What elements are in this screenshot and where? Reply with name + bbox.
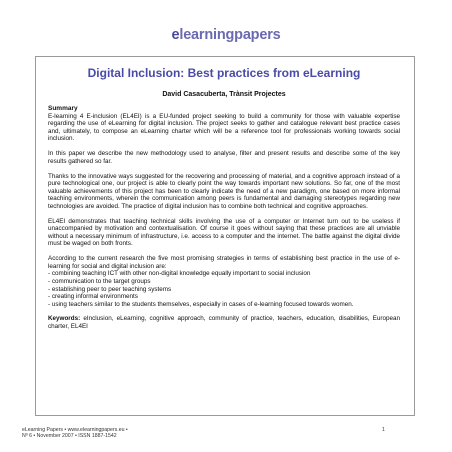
article-author: David Casacuberta, Trànsit Projectes xyxy=(162,91,286,98)
summary-heading: Summary xyxy=(48,105,78,112)
strategy-item: - using teachers similar to the students themselves, especially in cases of e-learning focused towards women. xyxy=(48,300,354,308)
article-body xyxy=(48,105,400,331)
logo-e: e xyxy=(171,27,180,43)
keywords-label: Keywords: xyxy=(48,315,81,323)
logo-text: learningpapers xyxy=(179,27,281,43)
strategy-item: - combining teaching ICT with other non-digital knowledge equally important to social inclusion xyxy=(48,270,311,278)
article-title: Digital Inclusion: Best practices from eLearning xyxy=(87,66,361,80)
paragraph-4: EL4EI demonstrates that teaching technical skills involving the use of a computer or Internet turn out to be useless if unaccompanied by motivation and contextualisation. Of course it goes without saying that these practices are all unviable without a necessary minimum of infrastructure, i.e. access to a computer and the internet. The battle against the digital divide must be waged on both fronts. xyxy=(48,217,400,248)
strategies-block xyxy=(48,255,400,308)
strategy-item: - creating informal environments xyxy=(48,293,138,301)
paragraph-1: E-learning 4 E-inclusion (EL4EI) is a EU-funded project seeking to build a community for those with valuable expertise regarding the use of eLearning for digital inclusion. The project seeks to gather and catalogue relevant best practice cases and, ultimately, to compose an eLearning charter which will be a reference tool for professionals working towards social inclusion. xyxy=(48,112,400,143)
keywords-text: eInclusion, eLearning, cognitive approach, community of practice, teachers, education, disabilities, European charter, EL4EI xyxy=(48,315,400,330)
elearningpapers-logo xyxy=(0,27,452,43)
page-footer xyxy=(22,427,128,439)
footer-line-2: Nº 6 • November 2007 • ISSN 1887-1542 xyxy=(22,433,117,440)
page-number: 1 xyxy=(382,427,385,433)
strategies-intro: According to the current research the five most promising strategies in terms of establishing best practice in the use of e-learning for social and digital inclusion are: xyxy=(48,255,400,270)
paragraph-2: In this paper we describe the new methodology used to analyse, filter and present results and describe some of the key results gathered so far. xyxy=(48,150,400,165)
footer-line-1: eLearning Papers • www.elearningpapers.eu • xyxy=(22,427,128,433)
article-frame xyxy=(35,56,415,416)
strategy-item: - communication to the target groups xyxy=(48,278,151,286)
paragraph-3: Thanks to the innovative ways suggested for the recovering and processing of material, and a cognitive approach instead of a pure technological one, our project is able to clearly point the way towards important new solutions. So far, one of the most valuable achievements of this project has been to clearly indicate the need of a new paradigm, one based on more informal teaching environments, wherein the communication among peers is fundamental and damaging stereotypes regarding new technologies are avoided. The practice of digital inclusion has to combine both technical and cognitive approaches. xyxy=(48,172,400,210)
strategy-item: - establishing peer to peer teaching systems xyxy=(48,285,172,293)
keywords-block xyxy=(48,315,400,330)
